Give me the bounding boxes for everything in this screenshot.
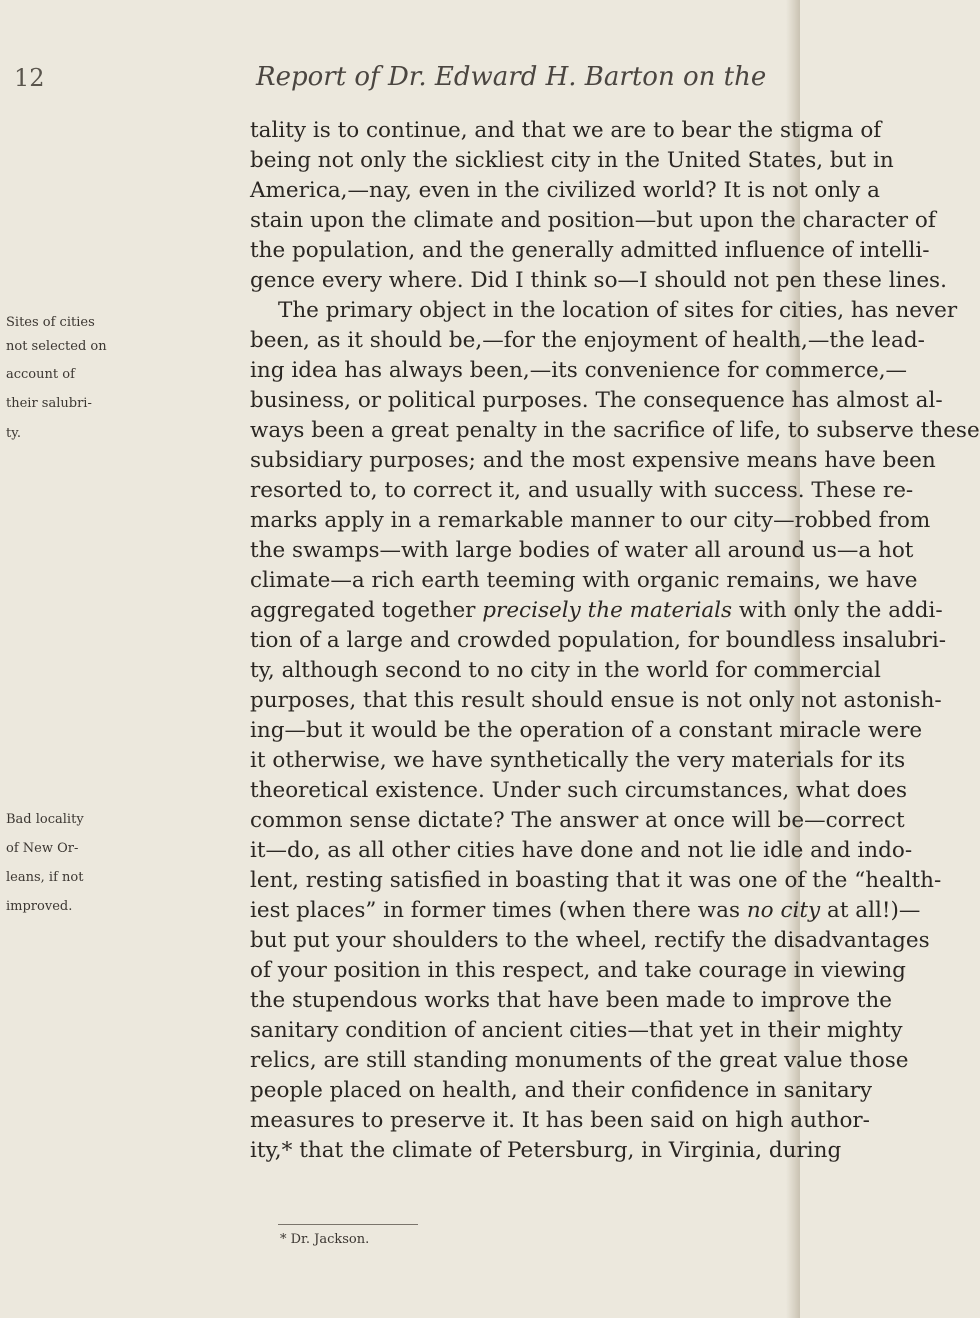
margin-note-line: ty. <box>6 426 21 441</box>
emphasis: precisely the materials <box>482 598 733 623</box>
body-line: climate—a rich earth teeming with organic remains, we have <box>250 568 918 593</box>
page-number: 12 <box>14 64 45 92</box>
body-line: sanitary condition of ancient cities—that yet in their mighty <box>250 1018 903 1043</box>
body-line: measures to preserve it. It has been said on high author- <box>250 1108 870 1133</box>
margin-note-line: account of <box>6 367 75 382</box>
body-line: ing idea has always been,—its convenience for commerce,— <box>250 358 908 383</box>
margin-note-line: not selected on <box>6 339 107 354</box>
body-line: ity,* that the climate of Petersburg, in Virginia, during <box>250 1138 842 1163</box>
body-line: iest places” in former times (when there was no city at all!)— <box>250 898 921 923</box>
margin-note-line: Sites of cities <box>6 315 95 330</box>
margin-note-line: of New Or- <box>6 841 79 856</box>
body-line: tality is to continue, and that we are to bear the stigma of <box>250 118 882 143</box>
body-line: purposes, that this result should ensue is not only not astonish- <box>250 688 942 713</box>
body-line: the swamps—with large bodies of water all around us—a hot <box>250 538 914 563</box>
body-line: it—do, as all other cities have done and not lie idle and indo- <box>250 838 913 863</box>
body-line: America,—nay, even in the civilized world? It is not only a <box>250 178 880 203</box>
body-line: ways been a great penalty in the sacrifice of life, to subserve these <box>250 418 980 443</box>
margin-note-line: their salubri- <box>6 396 92 411</box>
body-line: the population, and the generally admitted influence of intelli- <box>250 238 930 263</box>
body-line: The primary object in the location of sites for cities, has never <box>278 298 958 323</box>
margin-note-line: Bad locality <box>6 812 84 827</box>
body-line: common sense dictate? The answer at once will be—correct <box>250 808 905 833</box>
footnote-rule <box>278 1224 418 1225</box>
body-line: subsidiary purposes; and the most expensive means have been <box>250 448 936 473</box>
body-line: been, as it should be,—for the enjoyment of health,—the lead- <box>250 328 925 353</box>
body-line: it otherwise, we have synthetically the very materials for its <box>250 748 906 773</box>
body-line: people placed on health, and their confidence in sanitary <box>250 1078 873 1103</box>
footnote: * Dr. Jackson. <box>280 1232 370 1247</box>
body-line: relics, are still standing monuments of the great value those <box>250 1048 909 1073</box>
margin-note-line: leans, if not <box>6 870 84 885</box>
margin-note-line: improved. <box>6 899 73 914</box>
body-line: ing—but it would be the operation of a constant miracle were <box>250 718 923 743</box>
body-line: marks apply in a remarkable manner to our city—robbed from <box>250 508 931 533</box>
body-line: the stupendous works that have been made to improve the <box>250 988 892 1013</box>
body-line: gence every where. Did I think so—I should not pen these lines. <box>250 268 947 293</box>
body-line: but put your shoulders to the wheel, rectify the disadvantages <box>250 928 930 953</box>
body-line: lent, resting satisfied in boasting that it was one of the “health- <box>250 868 942 893</box>
emphasis: no city <box>746 898 821 923</box>
body-line: stain upon the climate and position—but upon the character of <box>250 208 936 233</box>
body-line: being not only the sickliest city in the United States, but in <box>250 148 894 173</box>
body-line: theoretical existence. Under such circumstances, what does <box>250 778 908 803</box>
body-line: of your position in this respect, and take courage in viewing <box>250 958 906 983</box>
body-line: business, or political purposes. The consequence has almost al- <box>250 388 943 413</box>
body-line: resorted to, to correct it, and usually with success. These re- <box>250 478 914 503</box>
body-line: aggregated together precisely the materials with only the addi- <box>250 598 943 623</box>
body-line: tion of a large and crowded population, for boundless insalubri- <box>250 628 946 653</box>
body-line: ty, although second to no city in the world for commercial <box>250 658 881 683</box>
running-head: Report of Dr. Edward H. Barton on the <box>256 62 767 92</box>
